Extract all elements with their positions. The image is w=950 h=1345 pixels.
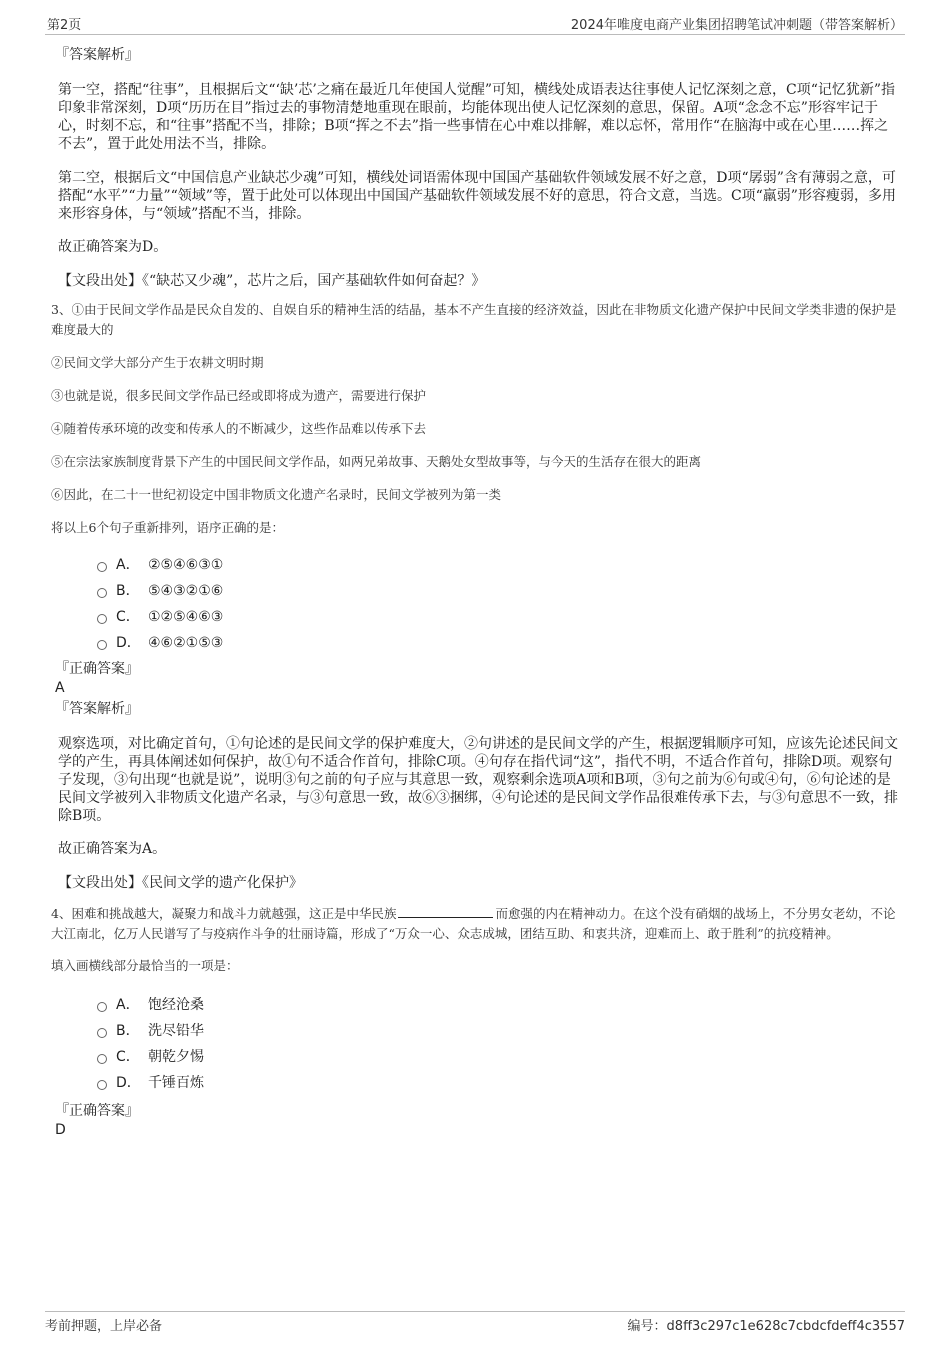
q3-analysis: 观察选项，对比确定首句，①句论述的是民间文学的保护难度大，②句讲述的是民间文学的产生，根据逻辑顺序可知，应该先论述民间文学的产生，再具体阐述如何保护，故①句不适合作首句，排除C项。④句存在指代词“这”，指代不明，不适合作首句，排除D项。观察句子发现，③句出现“也就是说”，说明③句之前的句子应与其意思一致，观察剩余选项A项和B项，③句之前为⑥句或④句，⑥句论述的是民间文学被列入非物质文化遗产名录，与③句意思一致，故⑥③捆绑，④句论述的是民间文学作品很难传承下去，与③句意思不一致，排除B项。	[58, 736, 898, 824]
q4-option-a[interactable]: A． 饱经沧桑	[97, 992, 900, 1018]
page-header	[45, 14, 905, 35]
q2-analysis-p1: 第一空，搭配“往事”，且根据后文“‘缺’芯’之痛在最近几年使国人觉醒”可知，横线处成语表达往事使人记忆深刻之意，C项“记忆犹新”指印象非常深刻，D项“历历在目”指过去的事物清楚地重现在眼前，均能体现出使人记忆深刻的意思，保留。A项“念念不忘”形容牢记于心，时刻不忘，和“往事”搭配不当，排除；B项“挥之不去”指一些事情在心中难以排解，难以忘怀，常用作“在脑海中或在心里……挥之不去”，置于此处用法不当，排除。	[58, 82, 896, 152]
q3-option-b[interactable]: B． ⑤④③②①⑥	[97, 578, 900, 604]
radio-icon[interactable]	[97, 640, 107, 650]
q2-analysis-heading: 『答案解析』	[55, 47, 139, 63]
question-4	[51, 904, 900, 976]
radio-icon[interactable]	[97, 1028, 107, 1038]
document-id: 编号：d8ff3c297c1e628c7cbdcfdeff4c3557	[627, 1319, 905, 1334]
q3-conclusion: 故正确答案为A。	[58, 841, 167, 857]
radio-icon[interactable]	[97, 1080, 107, 1090]
q3-answer-heading: 『正确答案』	[55, 661, 139, 677]
radio-icon[interactable]	[97, 588, 107, 598]
q4-option-c[interactable]: C． 朝乾夕惕	[97, 1044, 900, 1070]
radio-icon[interactable]	[97, 614, 107, 624]
q3-sentence-4: ④随着传承环境的改变和传承人的不断减少，这些作品难以传承下去	[51, 421, 427, 436]
page-footer	[45, 1311, 905, 1334]
q3-answer: A	[55, 680, 65, 696]
q4-prompt: 填入画横线部分最恰当的一项是：	[51, 958, 239, 973]
page-number: 第2页	[47, 18, 82, 33]
q3-option-c[interactable]: C． ①②⑤④⑥③	[97, 604, 900, 630]
q2-source: 【文段出处】《“缺芯又少魂”，芯片之后，国产基础软件如何奋起？》	[58, 273, 486, 289]
q4-option-b[interactable]: B． 洗尽铅华	[97, 1018, 900, 1044]
question-3	[51, 300, 900, 538]
q2-conclusion: 故正确答案为D。	[58, 239, 168, 255]
radio-icon[interactable]	[97, 1002, 107, 1012]
q3-option-d[interactable]: D． ④⑥②①⑤③	[97, 630, 900, 656]
q3-options	[55, 552, 900, 656]
footer-slogan: 考前押题，上岸必备	[45, 1319, 163, 1334]
q4-option-d[interactable]: D． 千锤百炼	[97, 1070, 900, 1096]
q4-stem: 4、困难和挑战越大，凝聚力和战斗力就越强，这正是中华民族 而愈强的内在精神动力。在这个没有硝烟的战场上，不分男女老幼，不论大江南北，亿万人民谱写了与疫病作斗争的壮丽诗篇，形成了“万众一心、众志成城，团结互助、和衷共济，迎难而上、敢于胜利”的抗疫精神。	[51, 906, 896, 941]
q4-options	[55, 992, 900, 1096]
q4-answer: D	[55, 1122, 66, 1138]
q3-sentence-1: 3、①由于民间文学作品是民众自发的、自娱自乐的精神生活的结晶，基本不产生直接的经济效益，因此在非物质文化遗产保护中民间文学类非遗的保护是难度最大的	[51, 302, 897, 337]
q4-answer-heading: 『正确答案』	[55, 1103, 139, 1119]
radio-icon[interactable]	[97, 1054, 107, 1064]
answer-blank	[398, 905, 493, 918]
q3-option-a[interactable]: A． ②⑤④⑥③①	[97, 552, 900, 578]
q3-sentence-5: ⑤在宗法家族制度背景下产生的中国民间文学作品，如两兄弟故事、天鹅处女型故事等，与今天的生活存在很大的距离	[51, 454, 702, 469]
radio-icon[interactable]	[97, 562, 107, 572]
page-content	[51, 42, 900, 1139]
q3-sentence-6: ⑥因此，在二十一世纪初设定中国非物质文化遗产名录时，民间文学被列为第一类	[51, 487, 502, 502]
q3-sentence-2: ②民间文学大部分产生于农耕文明时期	[51, 355, 264, 370]
q2-analysis-p2: 第二空，根据后文“中国信息产业缺芯少魂”可知，横线处词语需体现中国国产基础软件领域发展不好之意，D项“孱弱”含有薄弱之意，可搭配“水平”“力量”“领域”等，置于此处可以体现出中国国产基础软件领域发展不好的意思，符合文意，当选。C项“羸弱”形容瘦弱，多用来形容身体，与“领域”搭配不当，排除。	[58, 170, 896, 222]
q3-prompt: 将以上6个句子重新排列，语序正确的是：	[51, 520, 284, 535]
q3-source: 【文段出处】《民间文学的遗产化保护》	[58, 875, 303, 891]
document-title: 2024年唯度电商产业集团招聘笔试冲刺题（带答案解析）	[570, 18, 903, 33]
q3-sentence-3: ③也就是说，很多民间文学作品已经或即将成为遗产，需要进行保护	[51, 388, 427, 403]
q3-analysis-heading: 『答案解析』	[55, 701, 139, 717]
